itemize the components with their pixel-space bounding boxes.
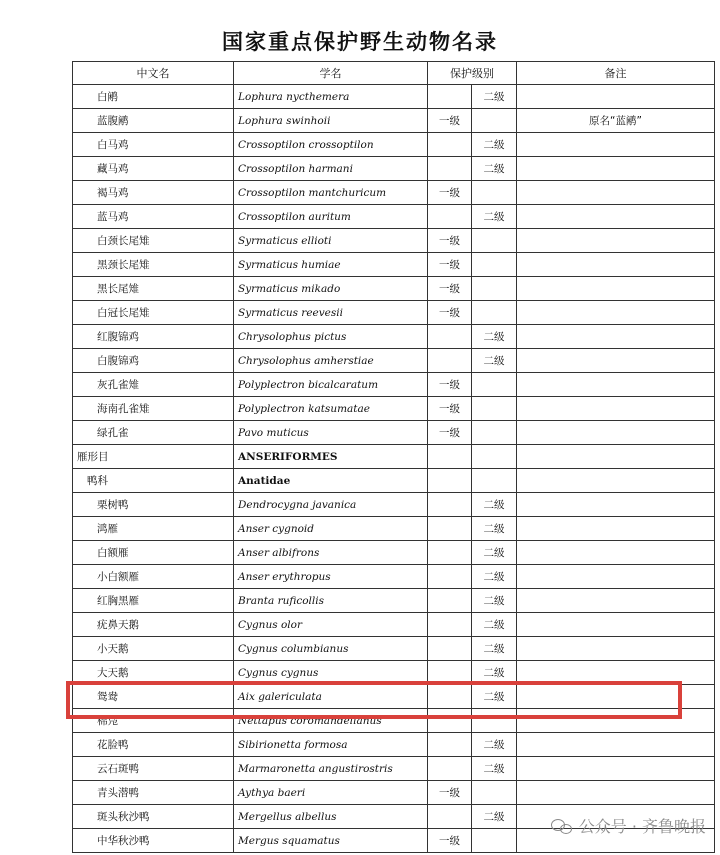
cell-chinese-name: 白冠长尾雉 <box>73 301 234 325</box>
cell-level-two: 二级 <box>472 349 517 373</box>
cell-level-one: 一级 <box>428 373 472 397</box>
cell-chinese-name: 中华秋沙鸭 <box>73 829 234 853</box>
cell-note <box>517 325 715 349</box>
table-row <box>73 253 715 277</box>
cell-level-two: 二级 <box>472 637 517 661</box>
cell-chinese-name: 藏马鸡 <box>73 157 234 181</box>
cell-level-one <box>428 325 472 349</box>
cell-level-two: 二级 <box>472 85 517 109</box>
cell-note <box>517 301 715 325</box>
cell-scientific-name: Mergus squamatus <box>234 829 428 853</box>
cell-level-one: 一级 <box>428 829 472 853</box>
cell-level-two <box>472 253 517 277</box>
header-scientific-name: 学名 <box>234 62 428 85</box>
cell-note <box>517 565 715 589</box>
table-row <box>73 421 715 445</box>
cell-level-two: 二级 <box>472 325 517 349</box>
table-row <box>73 133 715 157</box>
cell-level-one <box>428 805 472 829</box>
cell-scientific-name: Branta ruficollis <box>234 589 428 613</box>
table-row <box>73 565 715 589</box>
cell-chinese-name: 栗树鸭 <box>73 493 234 517</box>
table-row <box>73 109 715 133</box>
wechat-icon <box>551 817 573 835</box>
table-row <box>73 469 715 493</box>
cell-note <box>517 397 715 421</box>
watermark-text: 公众号 · 齐鲁晚报 <box>578 817 706 836</box>
highlight-box <box>66 681 682 719</box>
table-row <box>73 205 715 229</box>
cell-chinese-name: 云石斑鸭 <box>73 757 234 781</box>
cell-note <box>517 781 715 805</box>
table-row <box>73 613 715 637</box>
cell-level-one: 一级 <box>428 301 472 325</box>
cell-scientific-name: Lophura swinhoii <box>234 109 428 133</box>
cell-level-one <box>428 637 472 661</box>
cell-level-two <box>472 445 517 469</box>
cell-level-one <box>428 565 472 589</box>
cell-scientific-name: Crossoptilon mantchuricum <box>234 181 428 205</box>
cell-level-two: 二级 <box>472 685 517 709</box>
header-protection-level: 保护级别 <box>428 62 517 85</box>
cell-scientific-name: Pavo muticus <box>234 421 428 445</box>
cell-chinese-name: 灰孔雀雉 <box>73 373 234 397</box>
cell-level-two: 二级 <box>472 733 517 757</box>
cell-level-two: 二级 <box>472 589 517 613</box>
cell-level-one <box>428 589 472 613</box>
cell-level-two: 二级 <box>472 517 517 541</box>
cell-note <box>517 229 715 253</box>
cell-chinese-name: 雁形目 <box>73 445 234 469</box>
cell-chinese-name: 蓝腹鹇 <box>73 109 234 133</box>
cell-scientific-name: ANSERIFORMES <box>234 445 428 469</box>
cell-note <box>517 205 715 229</box>
cell-level-two <box>472 397 517 421</box>
table-row <box>73 781 715 805</box>
table-row <box>73 445 715 469</box>
watermark <box>551 814 706 837</box>
cell-level-one <box>428 757 472 781</box>
species-table <box>72 61 715 853</box>
cell-note <box>517 181 715 205</box>
cell-chinese-name: 红胸黑雁 <box>73 589 234 613</box>
table-row <box>73 277 715 301</box>
cell-level-two <box>472 181 517 205</box>
cell-level-two <box>472 829 517 853</box>
cell-level-two: 二级 <box>472 133 517 157</box>
cell-level-one: 一级 <box>428 781 472 805</box>
cell-level-one: 一级 <box>428 229 472 253</box>
cell-note <box>517 133 715 157</box>
cell-chinese-name: 海南孔雀雉 <box>73 397 234 421</box>
cell-level-two <box>472 421 517 445</box>
cell-level-two: 二级 <box>472 613 517 637</box>
cell-level-one: 一级 <box>428 181 472 205</box>
table-row <box>73 157 715 181</box>
cell-level-one <box>428 613 472 637</box>
table-row <box>73 589 715 613</box>
cell-note <box>517 517 715 541</box>
cell-note <box>517 157 715 181</box>
cell-chinese-name: 绿孔雀 <box>73 421 234 445</box>
cell-level-one: 一级 <box>428 277 472 301</box>
cell-chinese-name: 黑颈长尾雉 <box>73 253 234 277</box>
cell-chinese-name: 白额雁 <box>73 541 234 565</box>
table-row <box>73 349 715 373</box>
table-row <box>73 541 715 565</box>
cell-level-one: 一级 <box>428 421 472 445</box>
cell-scientific-name: Cygnus olor <box>234 613 428 637</box>
cell-scientific-name: Marmaronetta angustirostris <box>234 757 428 781</box>
table-row <box>73 733 715 757</box>
table-row <box>73 493 715 517</box>
cell-scientific-name: Anatidae <box>234 469 428 493</box>
cell-scientific-name: Mergellus albellus <box>234 805 428 829</box>
cell-level-two <box>472 277 517 301</box>
cell-level-one <box>428 133 472 157</box>
cell-note <box>517 541 715 565</box>
cell-scientific-name: Polyplectron katsumatae <box>234 397 428 421</box>
cell-scientific-name: Nettapus coromandelianus <box>234 709 428 733</box>
cell-scientific-name: Syrmaticus mikado <box>234 277 428 301</box>
table-row <box>73 181 715 205</box>
cell-level-two <box>472 229 517 253</box>
cell-note <box>517 493 715 517</box>
cell-level-two: 二级 <box>472 805 517 829</box>
cell-chinese-name: 小天鹅 <box>73 637 234 661</box>
cell-level-two <box>472 469 517 493</box>
cell-scientific-name: Syrmaticus reevesii <box>234 301 428 325</box>
cell-chinese-name: 白腹锦鸡 <box>73 349 234 373</box>
cell-scientific-name: Chrysolophus amherstiae <box>234 349 428 373</box>
header-notes: 备注 <box>517 62 715 85</box>
cell-note <box>517 349 715 373</box>
cell-scientific-name: Cygnus columbianus <box>234 637 428 661</box>
cell-note <box>517 373 715 397</box>
table-row <box>73 373 715 397</box>
cell-chinese-name: 褐马鸡 <box>73 181 234 205</box>
cell-level-two <box>472 373 517 397</box>
cell-level-one <box>428 733 472 757</box>
cell-note <box>517 469 715 493</box>
cell-level-one: 一级 <box>428 397 472 421</box>
cell-level-one <box>428 517 472 541</box>
cell-scientific-name: Anser erythropus <box>234 565 428 589</box>
cell-level-one <box>428 541 472 565</box>
cell-scientific-name: Dendrocygna javanica <box>234 493 428 517</box>
cell-level-two: 二级 <box>472 493 517 517</box>
cell-chinese-name: 小白额雁 <box>73 565 234 589</box>
cell-note <box>517 85 715 109</box>
cell-chinese-name: 鸳鸯 <box>73 685 234 709</box>
cell-scientific-name: Anser cygnoid <box>234 517 428 541</box>
cell-note <box>517 253 715 277</box>
cell-note <box>517 637 715 661</box>
cell-level-one <box>428 349 472 373</box>
cell-scientific-name: Aix galericulata <box>234 685 428 709</box>
cell-note <box>517 445 715 469</box>
cell-level-two <box>472 109 517 133</box>
cell-level-one <box>428 85 472 109</box>
document-title: 国家重点保护野生动物名录 <box>222 30 498 54</box>
table-header-row <box>73 62 715 85</box>
cell-scientific-name: Crossoptilon crossoptilon <box>234 133 428 157</box>
cell-chinese-name: 蓝马鸡 <box>73 205 234 229</box>
cell-note <box>517 613 715 637</box>
cell-chinese-name: 白鹇 <box>73 85 234 109</box>
cell-scientific-name: Chrysolophus pictus <box>234 325 428 349</box>
cell-chinese-name: 花脸鸭 <box>73 733 234 757</box>
cell-note: 原名“蓝鹇” <box>517 109 715 133</box>
cell-level-two: 二级 <box>472 205 517 229</box>
cell-scientific-name: Lophura nycthemera <box>234 85 428 109</box>
cell-scientific-name: Syrmaticus humiae <box>234 253 428 277</box>
cell-scientific-name: Crossoptilon harmani <box>234 157 428 181</box>
table-row <box>73 85 715 109</box>
cell-level-one <box>428 445 472 469</box>
cell-scientific-name: Polyplectron bicalcaratum <box>234 373 428 397</box>
cell-chinese-name: 鸭科 <box>73 469 234 493</box>
cell-note <box>517 757 715 781</box>
table-row <box>73 325 715 349</box>
cell-scientific-name: Aythya baeri <box>234 781 428 805</box>
cell-chinese-name: 青头潜鸭 <box>73 781 234 805</box>
cell-level-two <box>472 301 517 325</box>
cell-scientific-name: Sibirionetta formosa <box>234 733 428 757</box>
table-row <box>73 397 715 421</box>
cell-scientific-name: Cygnus cygnus <box>234 661 428 685</box>
cell-chinese-name: 鸿雁 <box>73 517 234 541</box>
cell-note <box>517 589 715 613</box>
cell-chinese-name: 疣鼻天鹅 <box>73 613 234 637</box>
cell-level-two <box>472 781 517 805</box>
cell-chinese-name: 棉凫 <box>73 709 234 733</box>
cell-scientific-name: Syrmaticus ellioti <box>234 229 428 253</box>
cell-level-one <box>428 493 472 517</box>
cell-note <box>517 277 715 301</box>
cell-level-one <box>428 157 472 181</box>
cell-level-two: 二级 <box>472 565 517 589</box>
header-chinese-name: 中文名 <box>73 62 234 85</box>
cell-level-one: 一级 <box>428 253 472 277</box>
table-row <box>73 637 715 661</box>
cell-level-one: 一级 <box>428 109 472 133</box>
table-row <box>73 301 715 325</box>
cell-note <box>517 733 715 757</box>
cell-chinese-name: 大天鹅 <box>73 661 234 685</box>
cell-level-two: 二级 <box>472 541 517 565</box>
cell-level-one <box>428 205 472 229</box>
cell-chinese-name: 斑头秋沙鸭 <box>73 805 234 829</box>
cell-level-two: 二级 <box>472 157 517 181</box>
cell-level-one <box>428 469 472 493</box>
table-row <box>73 757 715 781</box>
cell-chinese-name: 黑长尾雉 <box>73 277 234 301</box>
cell-chinese-name: 红腹锦鸡 <box>73 325 234 349</box>
table-row <box>73 517 715 541</box>
table-row <box>73 229 715 253</box>
cell-level-two: 二级 <box>472 757 517 781</box>
cell-chinese-name: 白马鸡 <box>73 133 234 157</box>
cell-scientific-name: Crossoptilon auritum <box>234 205 428 229</box>
cell-level-two: 二级 <box>472 661 517 685</box>
cell-note <box>517 421 715 445</box>
cell-chinese-name: 白颈长尾雉 <box>73 229 234 253</box>
cell-scientific-name: Anser albifrons <box>234 541 428 565</box>
